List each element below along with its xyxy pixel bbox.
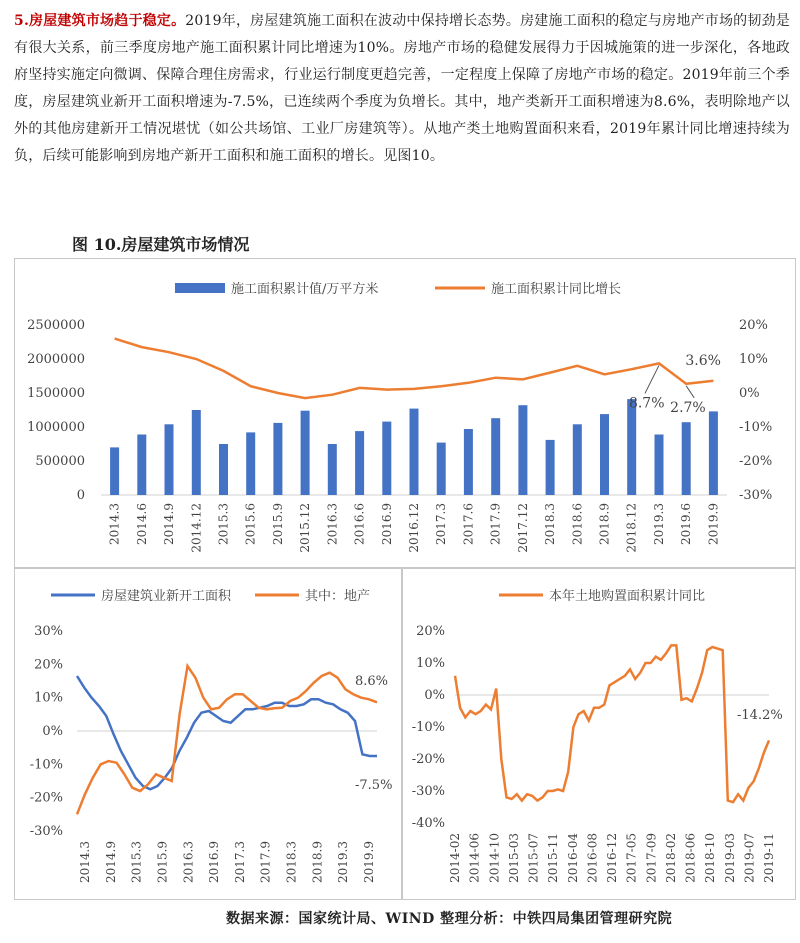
x-tick-label: 2016-04 xyxy=(565,833,580,883)
x-tick-label: 2018.9 xyxy=(310,841,325,883)
bar xyxy=(192,410,201,495)
x-tick-label: 2015-07 xyxy=(526,833,541,883)
bar xyxy=(382,422,391,495)
x-tick-label: 2014.9 xyxy=(162,503,177,545)
x-tick-label: 2018-10 xyxy=(703,833,718,883)
y-tick-label: 20% xyxy=(34,657,63,673)
x-tick-label: 2016.3 xyxy=(181,841,196,883)
bar xyxy=(682,422,691,495)
chart1-bars xyxy=(110,399,718,495)
y-tick-label: 0% xyxy=(42,724,63,739)
paragraph-heading: 5.房屋建筑市场趋于稳定。 xyxy=(14,13,186,29)
bar xyxy=(655,435,664,496)
x-tick-label: 2019.9 xyxy=(706,503,721,545)
chart2-annotation-blue: -7.5% xyxy=(355,778,393,793)
left-tick-label: 0 xyxy=(76,488,85,503)
bar xyxy=(165,424,174,495)
x-tick-label: 2019.3 xyxy=(651,503,666,545)
annotation-leader xyxy=(645,365,659,393)
bar xyxy=(491,418,500,495)
x-tick-label: 2014.3 xyxy=(107,503,122,545)
chart3-legend xyxy=(499,588,705,604)
chart3-x-axis xyxy=(448,833,776,883)
construction-area-chart-panel xyxy=(14,258,796,568)
y-tick-label: -20% xyxy=(411,752,445,767)
x-tick-label: 2016-12 xyxy=(605,833,619,883)
left-tick-label: 2000000 xyxy=(27,352,85,367)
chart2-legend xyxy=(51,588,370,604)
land-purchase-chart xyxy=(403,569,795,899)
chart1-growth-line xyxy=(115,339,714,399)
chart2-x-axis xyxy=(78,841,376,883)
land-purchase-chart-panel xyxy=(402,568,796,900)
x-tick-label: 2019.3 xyxy=(336,841,351,883)
x-tick-label: 2017.6 xyxy=(461,503,476,545)
new-construction-chart-panel xyxy=(14,568,402,900)
x-tick-label: 2017.3 xyxy=(232,841,247,883)
annotation-leader xyxy=(686,386,694,398)
x-tick-label: 2014.9 xyxy=(103,841,118,883)
construction-area-chart xyxy=(15,259,795,567)
x-tick-label: 2018-06 xyxy=(683,833,698,883)
annotation-label: 3.6% xyxy=(685,352,721,369)
right-tick-label: 10% xyxy=(739,352,768,367)
right-tick-label: -20% xyxy=(739,454,773,469)
chart2-orange-line xyxy=(77,666,377,814)
x-tick-label: 2014.12 xyxy=(189,503,204,553)
chart3-land-line xyxy=(455,645,769,802)
x-tick-label: 2017.12 xyxy=(515,503,530,553)
chart3-annotation: -14.2% xyxy=(737,708,783,723)
x-tick-label: 2017-05 xyxy=(624,833,639,883)
y-tick-label: -30% xyxy=(411,784,445,799)
x-tick-label: 2018.9 xyxy=(597,503,612,545)
x-tick-label: 2015.3 xyxy=(129,841,144,883)
bar xyxy=(301,411,310,495)
chart3-y-axis xyxy=(412,624,445,831)
x-tick-label: 2016.6 xyxy=(352,503,367,545)
y-tick-label: -10% xyxy=(29,757,63,773)
x-tick-label: 2015-11 xyxy=(546,833,561,883)
bar xyxy=(137,435,146,496)
legend-bar-swatch xyxy=(175,283,225,293)
bar xyxy=(410,409,419,495)
right-tick-label: 20% xyxy=(739,318,768,333)
chart2-y-axis xyxy=(30,624,63,839)
bar xyxy=(246,432,255,495)
left-tick-label: 1000000 xyxy=(27,420,85,435)
x-tick-label: 2017.9 xyxy=(258,841,273,883)
x-tick-label: 2014-10 xyxy=(487,833,502,883)
right-tick-label: -30% xyxy=(739,488,773,503)
x-tick-label: 2015.9 xyxy=(155,841,170,883)
x-tick-label: 2016.12 xyxy=(407,503,421,553)
bar xyxy=(573,424,582,495)
legend-orange-label: 其中：地产 xyxy=(305,589,371,604)
x-tick-label: 2015.12 xyxy=(298,503,313,553)
bar xyxy=(464,429,473,495)
x-tick-label: 2014-06 xyxy=(467,833,482,883)
y-tick-label: 0% xyxy=(424,688,445,703)
left-tick-label: 2500000 xyxy=(27,318,85,333)
x-tick-label: 2017.3 xyxy=(434,503,449,545)
bar xyxy=(546,440,555,495)
bar xyxy=(110,447,119,495)
y-tick-label: 10% xyxy=(416,656,445,671)
bar xyxy=(518,405,527,495)
chart1-annotations xyxy=(629,353,721,416)
y-tick-label: -40% xyxy=(411,816,445,831)
x-tick-label: 2016.9 xyxy=(379,503,394,545)
x-tick-label: 2019-11 xyxy=(762,833,776,883)
x-tick-label: 2019.9 xyxy=(362,841,376,883)
bar xyxy=(709,411,718,495)
x-tick-label: 2014.6 xyxy=(134,503,149,545)
x-tick-label: 2016-08 xyxy=(585,833,600,883)
y-tick-label: -20% xyxy=(29,790,63,806)
chart1-right-axis xyxy=(739,318,772,503)
x-tick-label: 2015-03 xyxy=(506,833,521,883)
y-tick-label: 10% xyxy=(34,690,63,706)
x-tick-label: 2015.6 xyxy=(243,503,258,545)
legend-blue-label: 房屋建筑业新开工面积 xyxy=(101,589,232,604)
figure-title: 图 10.房屋建筑市场情况 xyxy=(72,235,250,254)
intro-paragraph xyxy=(14,8,790,170)
source-line: 数据来源：国家统计局、WIND 整理分析：中铁四局集团管理研究院 xyxy=(226,911,673,927)
x-tick-label: 2018.3 xyxy=(543,503,558,545)
x-tick-label: 2017.9 xyxy=(488,503,503,545)
x-tick-label: 2014-02 xyxy=(448,833,462,883)
x-tick-label: 2019.6 xyxy=(679,503,694,545)
paragraph-body: 2019年，房屋建筑施工面积在波动中保持增长态势。房建施工面积的稳定与房地产市场的韧劲是有很大关系，前三季度房地产施工面积累计同比增速为10%。房地产市场的稳健发展得力于因城施策的进一步深化，各地政府坚持实施定向微调、保障合理住房需求，行业运行制度更趋完善，一定程度上保障了房地产市场的稳定。2019年前三个季度，房屋建筑业新开工面积增速为-7.5%，已连续两个季度为负增长。其中，地产类新开工面积增速为8.6%，表明除地产以外的其他房建新开工情况堪忧（如公共场馆、工业厂房建筑等）。从地产类土地购置面积来看，2019年累计同比增速持续为负，后续可能影响到房地产新开工面积和施工面积的增长。见图10。 xyxy=(14,13,790,164)
x-tick-label: 2014.3 xyxy=(78,841,92,883)
y-tick-label: -30% xyxy=(29,824,63,839)
bar xyxy=(627,399,636,495)
x-tick-label: 2018.12 xyxy=(624,503,639,553)
y-tick-label: -10% xyxy=(411,720,445,735)
x-tick-label: 2018-02 xyxy=(663,833,678,883)
x-tick-label: 2018.6 xyxy=(570,503,585,545)
x-tick-label: 2015.3 xyxy=(216,503,231,545)
x-tick-label: 2015.9 xyxy=(270,503,285,545)
x-tick-label: 2019-03 xyxy=(722,833,737,883)
bar xyxy=(437,443,446,495)
bar xyxy=(328,444,337,495)
y-tick-label: 20% xyxy=(416,624,445,639)
chart1-x-axis xyxy=(108,503,721,553)
chart1-legend xyxy=(175,281,621,297)
bar xyxy=(219,444,228,495)
annotation-label: 2.7% xyxy=(670,399,706,416)
legend-line-label: 施工面积累计同比增长 xyxy=(491,282,622,297)
new-construction-chart xyxy=(15,569,401,899)
right-tick-label: 0% xyxy=(739,386,760,401)
annotation-label: 8.7% xyxy=(628,395,665,412)
y-tick-label: 30% xyxy=(34,624,63,639)
chart2-annotation-orange: 8.6% xyxy=(355,674,389,689)
left-tick-label: 1500000 xyxy=(27,386,85,401)
legend-bar-label: 施工面积累计值/万平方米 xyxy=(231,282,379,297)
right-tick-label: -10% xyxy=(739,420,773,435)
bar xyxy=(273,423,282,495)
bar xyxy=(600,414,609,495)
legend-land-label: 本年土地购置面积累计同比 xyxy=(549,589,706,604)
x-tick-label: 2019-07 xyxy=(742,833,757,883)
bar xyxy=(355,431,364,495)
x-tick-label: 2018.3 xyxy=(284,841,299,883)
chart1-left-axis xyxy=(27,318,85,503)
x-tick-label: 2017-09 xyxy=(644,833,659,883)
x-tick-label: 2016.3 xyxy=(325,503,340,545)
left-tick-label: 500000 xyxy=(35,454,85,469)
x-tick-label: 2016.9 xyxy=(207,841,222,883)
